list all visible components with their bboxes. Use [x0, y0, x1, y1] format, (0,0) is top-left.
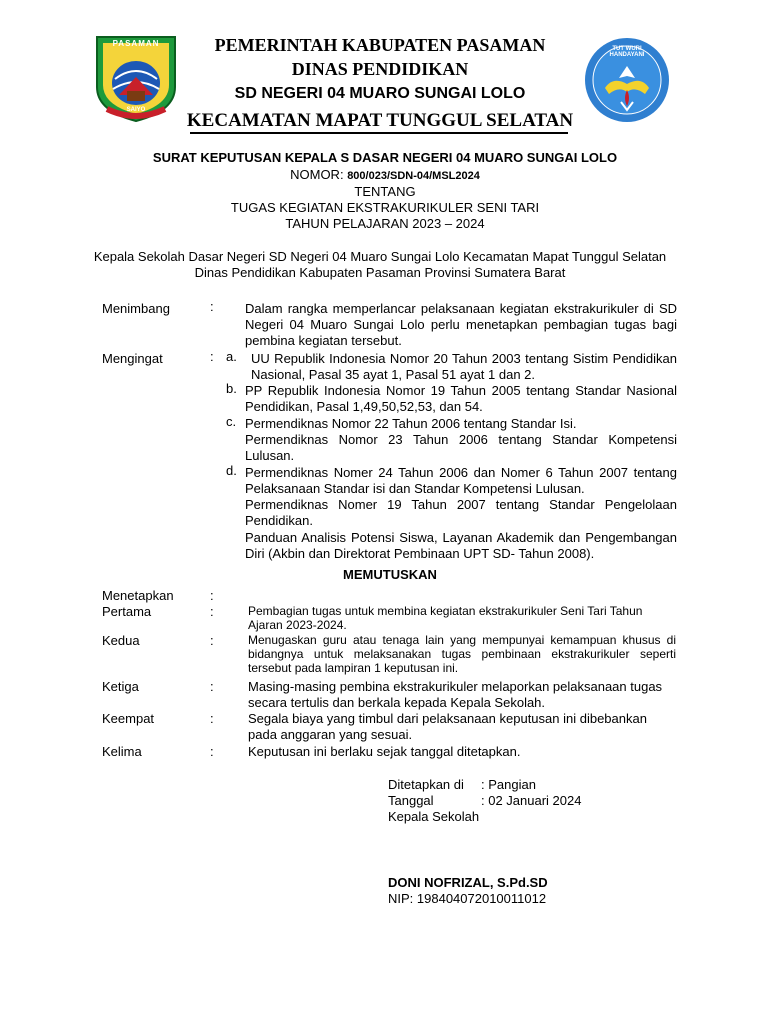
- mengingat-item-d2: Permendiknas Nomer 19 Tahun 2007 tentang Standar Pengelolaan Pendidikan.: [245, 497, 677, 528]
- signature-date-value: : 02 Januari 2024: [481, 793, 582, 808]
- mengingat-label: Mengingat: [102, 351, 163, 366]
- decree-subject: TUGAS KEGIATAN EKSTRAKURIKULER SENI TARI: [230, 200, 540, 215]
- menetapkan-label: Menetapkan: [102, 588, 174, 603]
- header-department: DINAS PENDIDIKAN: [291, 59, 469, 79]
- kedua-text: Menugaskan guru atau tenaga lain yang mempunyai kemampuan khusus di bidangnya untuk melaksanakan tugas pembinaan ekstrakurikuler seperti tersebut pada lampiran 1 keputusan ini.: [248, 633, 676, 675]
- mengingat-letter-d: d.: [226, 463, 237, 478]
- pertama-colon: :: [210, 604, 214, 619]
- logo-top-text: PASAMAN: [112, 39, 160, 48]
- menetapkan-colon: :: [210, 588, 214, 603]
- signature-role: Kepala Sekolah: [388, 809, 480, 824]
- intro-line-2: Dinas Pendidikan Kabupaten Pasaman Provinsi Sumatera Barat: [194, 265, 566, 280]
- logo-bottom-text: SAIYO: [126, 107, 146, 113]
- ketiga-text: Masing-masing pembina ekstrakurikuler melaporkan pelaksanaan tugas secara tertulis dan berkala kepada Kepala Sekolah.: [248, 679, 663, 710]
- signature-place-label: Ditetapkan di: [388, 777, 464, 792]
- signature-place-value: : Pangian: [481, 777, 536, 792]
- mengingat-letter-b: b.: [226, 381, 237, 396]
- keempat-text: Segala biaya yang timbul dari pelaksanaan keputusan ini dibebankan pada anggaran yang sesuai.: [248, 711, 647, 742]
- memutuskan-heading: MEMUTUSKAN: [343, 567, 437, 582]
- pertama-text: Pembagian tugas untuk membina kegiatan ekstrakurikuler Seni Tari Tahun Ajaran 2023-2024.: [248, 604, 643, 632]
- ketiga-label: Ketiga: [102, 679, 139, 694]
- keempat-label: Keempat: [102, 711, 155, 726]
- header-divider: [190, 132, 568, 134]
- signature-date-label: Tanggal: [388, 793, 434, 808]
- mengingat-item-c: Permendiknas Nomor 22 Tahun 2006 tentang Standar Isi.: [245, 416, 577, 431]
- signature-nip: NIP: 198404072010011012: [388, 891, 547, 906]
- decree-tentang: TENTANG: [354, 184, 416, 199]
- menimbang-text: Dalam rangka memperlancar pelaksanaan kegiatan ekstrakurikuler di SD Negeri 04 Muaro Sungai Lolo perlu menetapkan pembagian tugas bagi pembina kegiatan tersebut.: [245, 301, 677, 348]
- decree-number-label: NOMOR:: [290, 167, 344, 182]
- header-district: KECAMATAN MAPAT TUNGGUL SELATAN: [186, 110, 574, 131]
- kedua-colon: :: [210, 633, 214, 648]
- kelima-colon: :: [210, 744, 214, 759]
- header-school: SD NEGERI 04 MUARO SUNGAI LOLO: [234, 85, 526, 102]
- header-government: PEMERINTAH KABUPATEN PASAMAN: [214, 35, 546, 55]
- mengingat-colon: :: [210, 349, 214, 364]
- keempat-colon: :: [210, 711, 214, 726]
- mengingat-letter-c: c.: [226, 414, 237, 429]
- signature-name: DONI NOFRIZAL, S.Pd.SD: [388, 875, 548, 890]
- mengingat-item-d: Permendiknas Nomer 24 Tahun 2006 dan Nomer 6 Tahun 2007 tentang Pelaksanaan Standar isi dan Standar Kompetensi Lulusan.: [245, 465, 677, 496]
- ketiga-colon: :: [210, 679, 214, 694]
- kedua-label: Kedua: [102, 633, 140, 648]
- mengingat-item-d3: Panduan Analisis Potensi Siswa, Layanan Akademik dan Pengembangan Diri (Akbin dan Direktorat Pembinaan UPT SD- Tahun 2008).: [245, 530, 677, 561]
- logo-motto-text: TUT WURI HANDAYANI: [609, 46, 645, 58]
- pertama-label: Pertama: [102, 604, 152, 619]
- decree-title: SURAT KEPUTUSAN KEPALA S DASAR NEGERI 04 MUARO SUNGAI LOLO: [152, 150, 618, 165]
- mengingat-letter-a: a.: [226, 349, 237, 364]
- kelima-text: Keputusan ini berlaku sejak tanggal ditetapkan.: [248, 744, 521, 759]
- menimbang-colon: :: [210, 299, 214, 314]
- mengingat-item-c2: Permendiknas Nomor 23 Tahun 2006 tentang Standar Kompetensi Lulusan.: [245, 432, 677, 463]
- intro-line-1: Kepala Sekolah Dasar Negeri SD Negeri 04 Muaro Sungai Lolo Kecamatan Mapat Tunggul Selatan: [93, 249, 667, 264]
- mengingat-item-b: PP Republik Indonesia Nomor 19 Tahun 2005 tentang Standar Nasional Pendidikan, Pasal 1,49,50,52,53, dan 54.: [245, 383, 677, 414]
- menimbang-label: Menimbang: [102, 301, 170, 316]
- mengingat-item-a: UU Republik Indonesia Nomor 20 Tahun 2003 tentang Sistim Pendidikan Nasional, Pasal 35 ayat 1, Pasal 51 ayat 1 dan 2.: [251, 351, 677, 382]
- decree-number-value: 800/023/SDN-04/MSL2024: [347, 170, 480, 182]
- decree-year: TAHUN PELAJARAN 2023 – 2024: [285, 216, 485, 231]
- decree-number: [130, 167, 640, 184]
- kelima-label: Kelima: [102, 744, 142, 759]
